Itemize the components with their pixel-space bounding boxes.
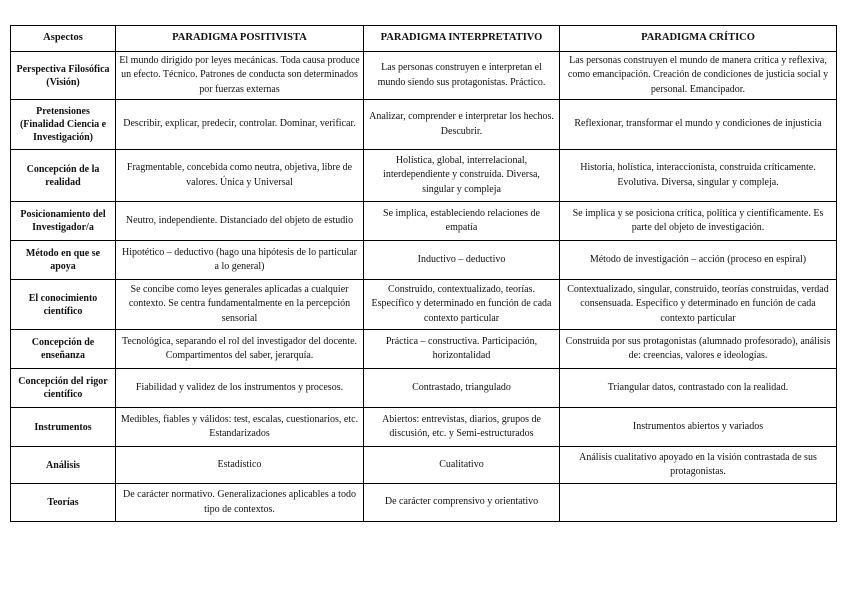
paradigms-comparison-table <box>10 25 837 522</box>
table-row <box>11 408 837 447</box>
critico-cell: Construida por sus protagonistas (alumnado profesorado), análisis de: creencias, valores e ideologías. <box>560 330 837 369</box>
interpretativo-cell: Analizar, comprender e interpretar los hechos. Descubrir. <box>364 100 560 150</box>
positivista-cell: De carácter normativo. Generalizaciones aplicables a todo tipo de contextos. <box>116 484 364 522</box>
row-aspect-cell: Posicionamiento del Investigador/a <box>11 202 116 241</box>
interpretativo-cell: Cualitativo <box>364 447 560 484</box>
row-aspect-cell: Concepción de enseñanza <box>11 330 116 369</box>
table-header-row <box>11 26 837 52</box>
critico-cell: Las personas construyen el mundo de manera crítica y reflexiva, como emancipación. Creación de condiciones de justicia social y personal. Emancipador. <box>560 52 837 100</box>
positivista-cell: Neutro, independiente. Distanciado del objeto de estudio <box>116 202 364 241</box>
interpretativo-cell: Las personas construyen e interpretan el mundo siendo sus protagonistas. Práctico. <box>364 52 560 100</box>
interpretativo-cell: Contrastado, triangulado <box>364 369 560 408</box>
positivista-cell: Se concibe como leyes generales aplicadas a cualquier contexto. Se centra fundamentalmente en la percepción sensorial <box>116 280 364 330</box>
row-aspect-cell: Método en que se apoya <box>11 241 116 280</box>
interpretativo-cell: Inductivo – deductivo <box>364 241 560 280</box>
positivista-cell: Estadístico <box>116 447 364 484</box>
row-aspect-cell: Concepción de la realidad <box>11 150 116 202</box>
table-row <box>11 202 837 241</box>
header-positivista: PARADIGMA POSITIVISTA <box>116 26 364 52</box>
interpretativo-cell: Construido, contextualizado, teorías. Específico y determinado en función de cada contexto particular <box>364 280 560 330</box>
critico-cell: Instrumentos abiertos y variados <box>560 408 837 447</box>
critico-cell <box>560 484 837 522</box>
positivista-cell: Fragmentable, concebida como neutra, objetiva, libre de valores. Única y Universal <box>116 150 364 202</box>
table-row <box>11 447 837 484</box>
table-row <box>11 330 837 369</box>
interpretativo-cell: De carácter comprensivo y orientativo <box>364 484 560 522</box>
critico-cell: Contextualizado, singular, construido, teorías construidas, verdad consensuada. Específico y determinado en función de cada contexto particular <box>560 280 837 330</box>
critico-cell: Triangular datos, contrastado con la realidad. <box>560 369 837 408</box>
table-row <box>11 100 837 150</box>
critico-cell: Método de investigación – acción (proceso en espiral) <box>560 241 837 280</box>
critico-cell: Análisis cualitativo apoyado en la visión contrastada de sus protagonistas. <box>560 447 837 484</box>
row-aspect-cell: El conocimiento científico <box>11 280 116 330</box>
interpretativo-cell: Abiertos: entrevistas, diarios, grupos de discusión, etc. y Semi-estructurados <box>364 408 560 447</box>
table-row <box>11 280 837 330</box>
table-row <box>11 484 837 522</box>
critico-cell: Historia, holística, interaccionista, construida críticamente. Evolutiva. Diversa, singular y compleja. <box>560 150 837 202</box>
positivista-cell: Hipotético – deductivo (hago una hipótesis de lo particular a lo general) <box>116 241 364 280</box>
table-row <box>11 369 837 408</box>
row-aspect-cell: Análisis <box>11 447 116 484</box>
header-critico: PARADIGMA CRÍTICO <box>560 26 837 52</box>
table-row <box>11 241 837 280</box>
positivista-cell: Tecnológica, separando el rol del investigador del docente. Compartimentos del saber, jerarquía. <box>116 330 364 369</box>
critico-cell: Se implica y se posiciona crítica, política y científicamente. Es parte del objeto de investigación. <box>560 202 837 241</box>
header-interpretativo: PARADIGMA INTERPRETATIVO <box>364 26 560 52</box>
header-aspectos: Aspectos <box>11 26 116 52</box>
table-row <box>11 52 837 100</box>
positivista-cell: Medibles, fiables y válidos: test, escalas, cuestionarios, etc. Estandarizados <box>116 408 364 447</box>
positivista-cell: Fiabilidad y validez de los instrumentos y procesos. <box>116 369 364 408</box>
row-aspect-cell: Concepción del rigor científico <box>11 369 116 408</box>
interpretativo-cell: Holística, global, interrelacional, interdependiente y construida. Diversa, singular y compleja <box>364 150 560 202</box>
critico-cell: Reflexionar, transformar el mundo y condiciones de injusticia <box>560 100 837 150</box>
positivista-cell: Describir, explicar, predecir, controlar. Dominar, verificar. <box>116 100 364 150</box>
row-aspect-cell: Pretensiones (Finalidad Ciencia e Investigación) <box>11 100 116 150</box>
positivista-cell: El mundo dirigido por leyes mecánicas. Toda causa produce un efecto. Técnico. Patrones de conducta son determinados por fuerzas externas <box>116 52 364 100</box>
row-aspect-cell: Perspectiva Filosófica (Visión) <box>11 52 116 100</box>
interpretativo-cell: Práctica – constructiva. Participación, horizontalidad <box>364 330 560 369</box>
row-aspect-cell: Teorías <box>11 484 116 522</box>
table-row <box>11 150 837 202</box>
interpretativo-cell: Se implica, estableciendo relaciones de empatía <box>364 202 560 241</box>
row-aspect-cell: Instrumentos <box>11 408 116 447</box>
